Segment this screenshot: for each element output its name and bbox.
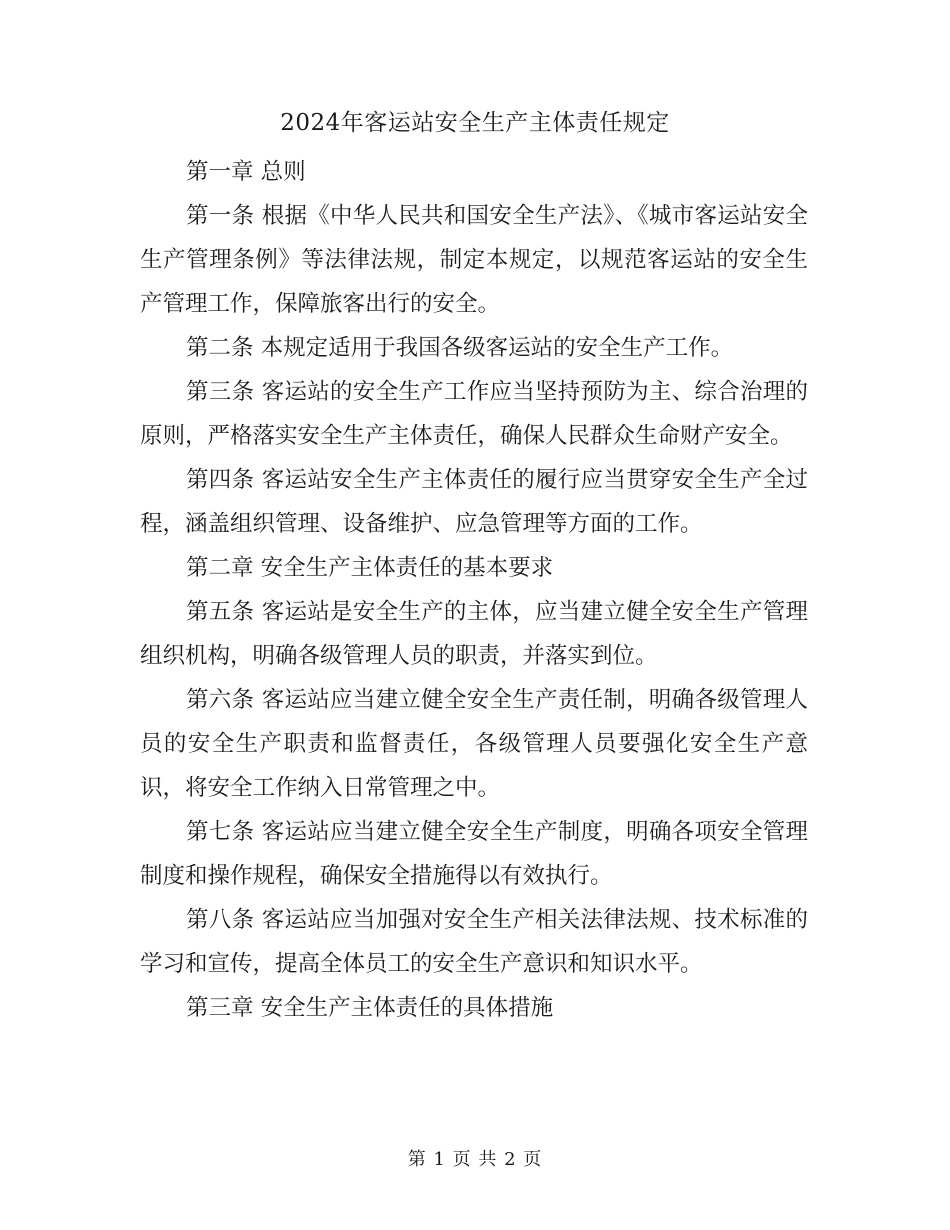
article-paragraph: 第五条 客运站是安全生产的主体，应当建立健全安全生产管理组织机构，明确各级管理人员的职责，并落实到位。	[140, 599, 808, 669]
article-paragraph: 第一条 根据《中华人民共和国安全生产法》、《城市客运站安全生产管理条例》等法律法规，制定本规定，以规范客运站的安全生产管理工作，保障旅客出行的安全。	[140, 203, 808, 317]
document-body	[140, 150, 808, 1030]
article-paragraph: 第六条 客运站应当建立健全安全生产责任制，明确各级管理人员的安全生产职责和监督责任，各级管理人员要强化安全生产意识，将安全工作纳入日常管理之中。	[140, 687, 808, 801]
chapter-heading: 第二章 安全生产主体责任的基本要求	[186, 555, 554, 581]
page-number-footer: 第 1 页 共 2 页	[407, 1149, 543, 1170]
article-paragraph: 第七条 客运站应当建立健全安全生产制度，明确各项安全管理制度和操作规程，确保安全措施得以有效执行。	[140, 819, 808, 889]
chapter-heading: 第三章 安全生产主体责任的具体措施	[186, 995, 554, 1021]
document-title: 2024年客运站安全生产主体责任规定	[280, 110, 670, 136]
article-paragraph: 第二条 本规定适用于我国各级客运站的安全生产工作。	[186, 335, 734, 361]
chapter-heading: 第一章 总则	[186, 159, 306, 185]
article-paragraph: 第八条 客运站应当加强对安全生产相关法律法规、技术标准的学习和宣传，提高全体员工的安全生产意识和知识水平。	[140, 907, 808, 977]
article-paragraph: 第三条 客运站的安全生产工作应当坚持预防为主、综合治理的原则，严格落实安全生产主体责任，确保人民群众生命财产安全。	[140, 379, 808, 449]
article-paragraph: 第四条 客运站安全生产主体责任的履行应当贯穿安全生产全过程，涵盖组织管理、设备维护、应急管理等方面的工作。	[140, 467, 808, 537]
